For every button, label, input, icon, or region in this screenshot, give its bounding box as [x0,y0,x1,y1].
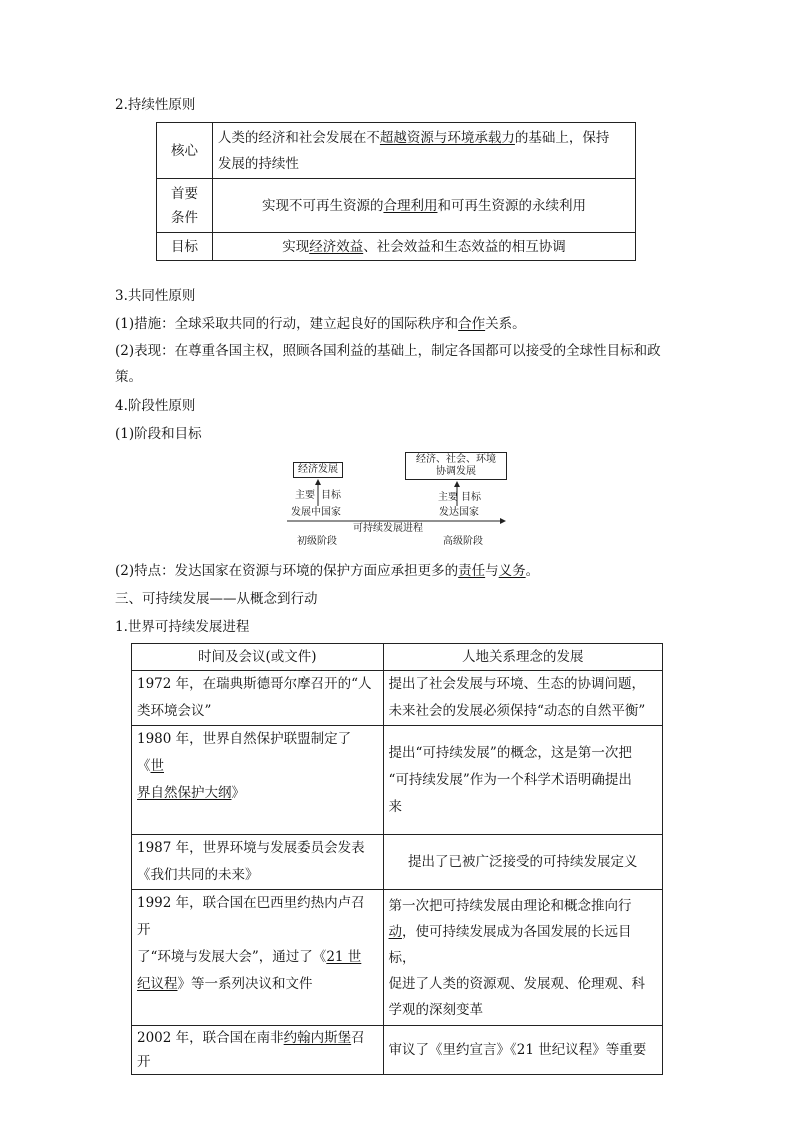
row-label-goal: 目标 [157,233,213,261]
cell-1987: 1987 年，世界环境与发展委员会发表 《我们共同的未来》 [132,835,384,890]
row-text-core: 人类的经济和社会发展在不超越资源与环境承载力的基础上，保持 发展的持续性 [212,123,635,179]
box-economic-development: 经济发展 [293,462,343,478]
label-goal-right: 目标 [461,492,481,503]
row-label-core: 核心 [157,123,213,179]
label-primary-stage: 初级阶段 [297,536,337,547]
cell-2002: 2002 年，联合国在南非约翰内斯堡召开 [132,1026,384,1075]
cell-1980-concept: 提出“可持续发展”的概念，这是第一次把 “可持续发展”作为一个科学术语明确提出 来 [383,726,662,835]
subheading-world-process: 1.世界可持续发展进程 [115,619,250,635]
sustainability-table [156,122,636,261]
cell-1972: 1972 年，在瑞典斯德哥尔摩召开的“人 类环境会议” [132,671,384,726]
row-label-condition: 首要 条件 [157,179,213,233]
stage-diagram [285,450,515,550]
cell-1972-concept: 提出了社会发展与环境、生态的协调问题， 未来社会的发展必须保持“动态的自然平衡” [383,671,662,726]
paragraph-measures: (1)措施：全球采取共同的行动，建立起良好的国际秩序和合作关系。 [115,316,526,332]
label-main-right: 主要 [438,492,458,503]
label-main-left: 主要 [295,490,315,501]
paragraph-manifestation-cont: 策。 [115,369,142,385]
section-heading-common: 3.共同性原则 [115,288,196,304]
cell-1992: 1992 年，联合国在巴西里约热内卢召开 了“环境与发展大会”，通过了《21 世 纪议程》等一系列决议和文件 [132,890,384,1026]
box-coordinated-development: 经济、社会、环境 协调发展 [405,452,507,480]
col-header-time: 时间及会议(或文件) [132,644,384,671]
paragraph-manifestation: (2)表现：在尊重各国主权，照顾各国利益的基础上，制定各国都可以接受的全球性目标和政 [115,343,661,359]
col-header-concept: 人地关系理念的发展 [383,644,662,671]
label-developing-country: 发展中国家 [291,507,341,518]
section-heading-concept-to-action: 三、可持续发展——从概念到行动 [115,591,318,607]
axis-label-process: 可持续发展进程 [353,523,423,534]
label-goal-left: 目标 [321,490,341,501]
paragraph-characteristics: (2)特点：发达国家在资源与环境的保护方面应承担更多的责任与义务。 [115,563,540,579]
label-developed-country: 发达国家 [439,507,479,518]
world-process-table [131,643,663,1075]
cell-1980: 1980 年，世界自然保护联盟制定了《世 界自然保护大纲》 [132,726,384,835]
section-heading-sustainability: 2.持续性原则 [115,97,196,113]
row-text-goal: 实现经济效益、社会效益和生态效益的相互协调 [212,233,635,261]
section-heading-stage: 4.阶段性原则 [115,398,196,414]
cell-1987-concept: 提出了已被广泛接受的可持续发展定义 [383,835,662,890]
cell-1992-concept: 第一次把可持续发展由理论和概念推向行 动，使可持续发展成为各国发展的长远目标， 促进了人类的资源观、发展观、伦理观、科 学观的深刻变革 [383,890,662,1026]
row-text-condition: 实现不可再生资源的合理利用和可再生资源的永续利用 [212,179,635,233]
cell-2002-concept: 审议了《里约宣言》《21 世纪议程》等重要 [383,1026,662,1075]
label-advanced-stage: 高级阶段 [443,536,483,547]
subheading-stage-goal: (1)阶段和目标 [115,426,202,442]
